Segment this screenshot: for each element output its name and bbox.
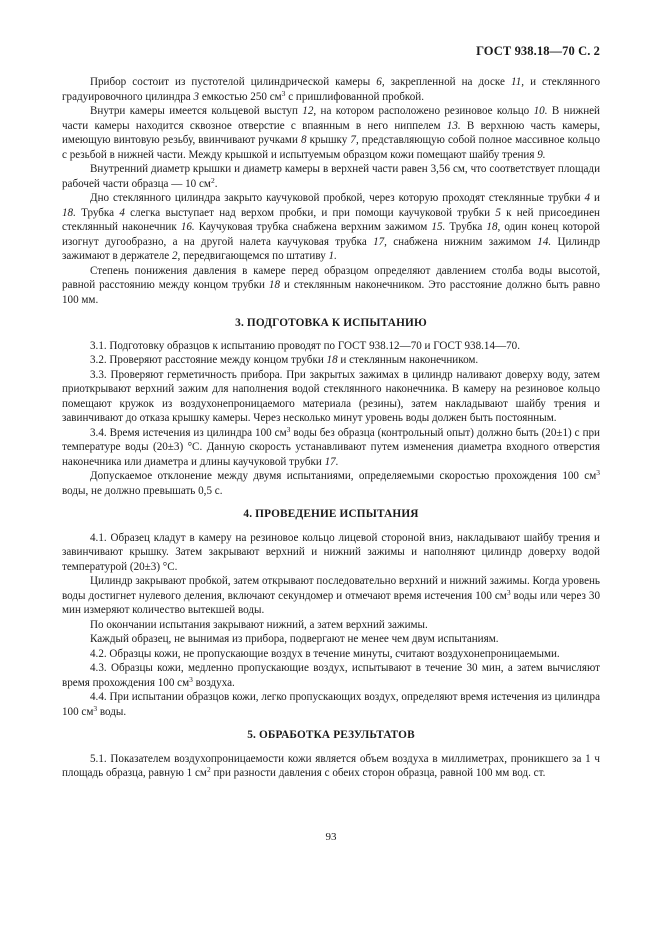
paragraph: Дно стеклянного цилиндра закрыто каучуковой пробкой, через которую проходят стеклянные трубки 4 и 18. Трубка 4 слегка выступает над верхом пробки, и при помощи каучуковой трубки 5 к ней присоединен стеклянный наконечник 16. Каучуковая трубка снабжена верхним зажимом 15. Трубка 18, один конец которой изогнут дугообразно, а на другой налета каучуковая трубка 17, снабжена нижним зажимом 14. Цилиндр зажимают в держателе 2, передвигающемся по штативу 1.: [62, 192, 600, 262]
paragraph: 4.1. Образец кладут в камеру на резиновое кольцо лицевой стороной вниз, накладывают шайбу трения и завинчивают крышку. Затем закрывают верхний и нижний зажимы и наполняют цилиндр доверху водой температурой (20±3) °С.: [62, 531, 600, 573]
paragraph: Внутри камеры имеется кольцевой выступ 12, на котором расположено резиновое кольцо 10. В нижней части камеры находится сквозное отверстие с впаянным в него ниппелем 13. В верхнюю часть камеры, имеющую винтовую резьбу, ввинчивают ручками 8 крышку 7, представляющую собой полное массивное кольцо с резьбой в нижней части. Между крышкой и испытуемым образцом кожи помещают шайбу трения 9.: [62, 105, 600, 161]
paragraph: Допускаемое отклонение между двумя испытаниями, определяемыми скоростью прохождения 100 $см^3$ воды, не должно превышать 0,5 с.: [62, 468, 600, 497]
section-heading-testing: 4. ПРОВЕДЕНИЕ ИСПЫТАНИЯ: [243, 508, 419, 520]
paragraph: 3.2. Проверяют расстояние между концом трубки 18 и стеклянным наконечником.: [90, 354, 479, 366]
paragraph: 4.2. Образцы кожи, не пропускающие воздух в течение минуты, считают воздухонепроницаемыми.: [90, 647, 560, 660]
document-header: ГОСТ 938.18—70 С. 2: [476, 44, 600, 58]
paragraph: 5.1. Показателем воздухопроницаемости кожи является объем воздуха в миллиметрах, проникшего за 1 ч площадь образца, равную 1 $см^2$ при разности давления с обеих сторон образца, равной 100 мм вод. ст.: [62, 752, 600, 779]
paragraph: 3.3. Проверяют герметичность прибора. При закрытых зажимах в цилиндр наливают доверху воду, затем приоткрывают верхний зажим для наполнения водой стеклянного наконечника. В камеру на резиновое кольцо помещают кружок из воздухонепроницаемого материала (резины), затем накладывают шайбу трения и завинчивают до отказа крышку камеры. Через несколько минут уровень воды должен быть постоянным.: [62, 368, 600, 424]
paragraph: 3.1. Подготовку образцов к испытанию проводят по ГОСТ 938.12—70 и ГОСТ 938.14—70.: [90, 339, 520, 352]
document-body: [62, 75, 600, 781]
paragraph: Внутренний диаметр крышки и диаметр камеры в верхней части равен 3,56 см, что соответствует площади рабочей части образца — 10 $см^2$.: [62, 163, 600, 190]
paragraph: Каждый образец, не вынимая из прибора, подвергают не менее чем двум испытаниям.: [90, 633, 499, 645]
paragraph: По окончании испытания закрывают нижний, а затем верхний зажимы.: [90, 618, 428, 631]
paragraph: Степень понижения давления в камере перед образцом определяют давлением столба воды высотой, равной расстоянию между концом трубки 18 и стеклянным наконечником. Это расстояние должно быть равно 100 мм.: [62, 264, 600, 306]
paragraph: 4.4. При испытании образцов кожи, легко пропускающих воздух, определяют время истечения из цилиндра 100 $см^3$ воды.: [62, 691, 600, 718]
paragraph: Цилиндр закрывают пробкой, затем открывают последовательно верхний и нижний зажимы. Когда уровень воды достигнет нулевого деления, включают секундомер и отмечают время истечения 100 $см^3$ воды или через 30 мин измеряют количество вытекшей воды.: [62, 575, 600, 616]
paragraph: 4.3. Образцы кожи, медленно пропускающие воздух, испытывают в течение 30 мин, а затем вычисляют время прохождения 100 $см^3$ воздуха.: [62, 662, 600, 689]
section-heading-results: 5. ОБРАБОТКА РЕЗУЛЬТАТОВ: [247, 729, 415, 741]
section-heading-preparation: 3. ПОДГОТОВКА К ИСПЫТАНИЮ: [235, 317, 427, 329]
paragraph: 3.4. Время истечения из цилиндра 100 $см^3$ воды без образца (контрольный опыт) должно быть (20±1) с при температуре воды (20±3) °С. Данную скорость устанавливают путем изменения диаметра входного отверстия наконечника или диаметра и длины каучуковой трубки 17.: [62, 424, 600, 468]
page-number: 93: [325, 831, 337, 843]
paragraph: Прибор состоит из пустотелой цилиндрической камеры 6, закрепленной на доске 11, и стеклянного градуировочного цилиндра 3 емкостью 250 $см^3$ с пришлифованной пробкой.: [62, 76, 601, 103]
